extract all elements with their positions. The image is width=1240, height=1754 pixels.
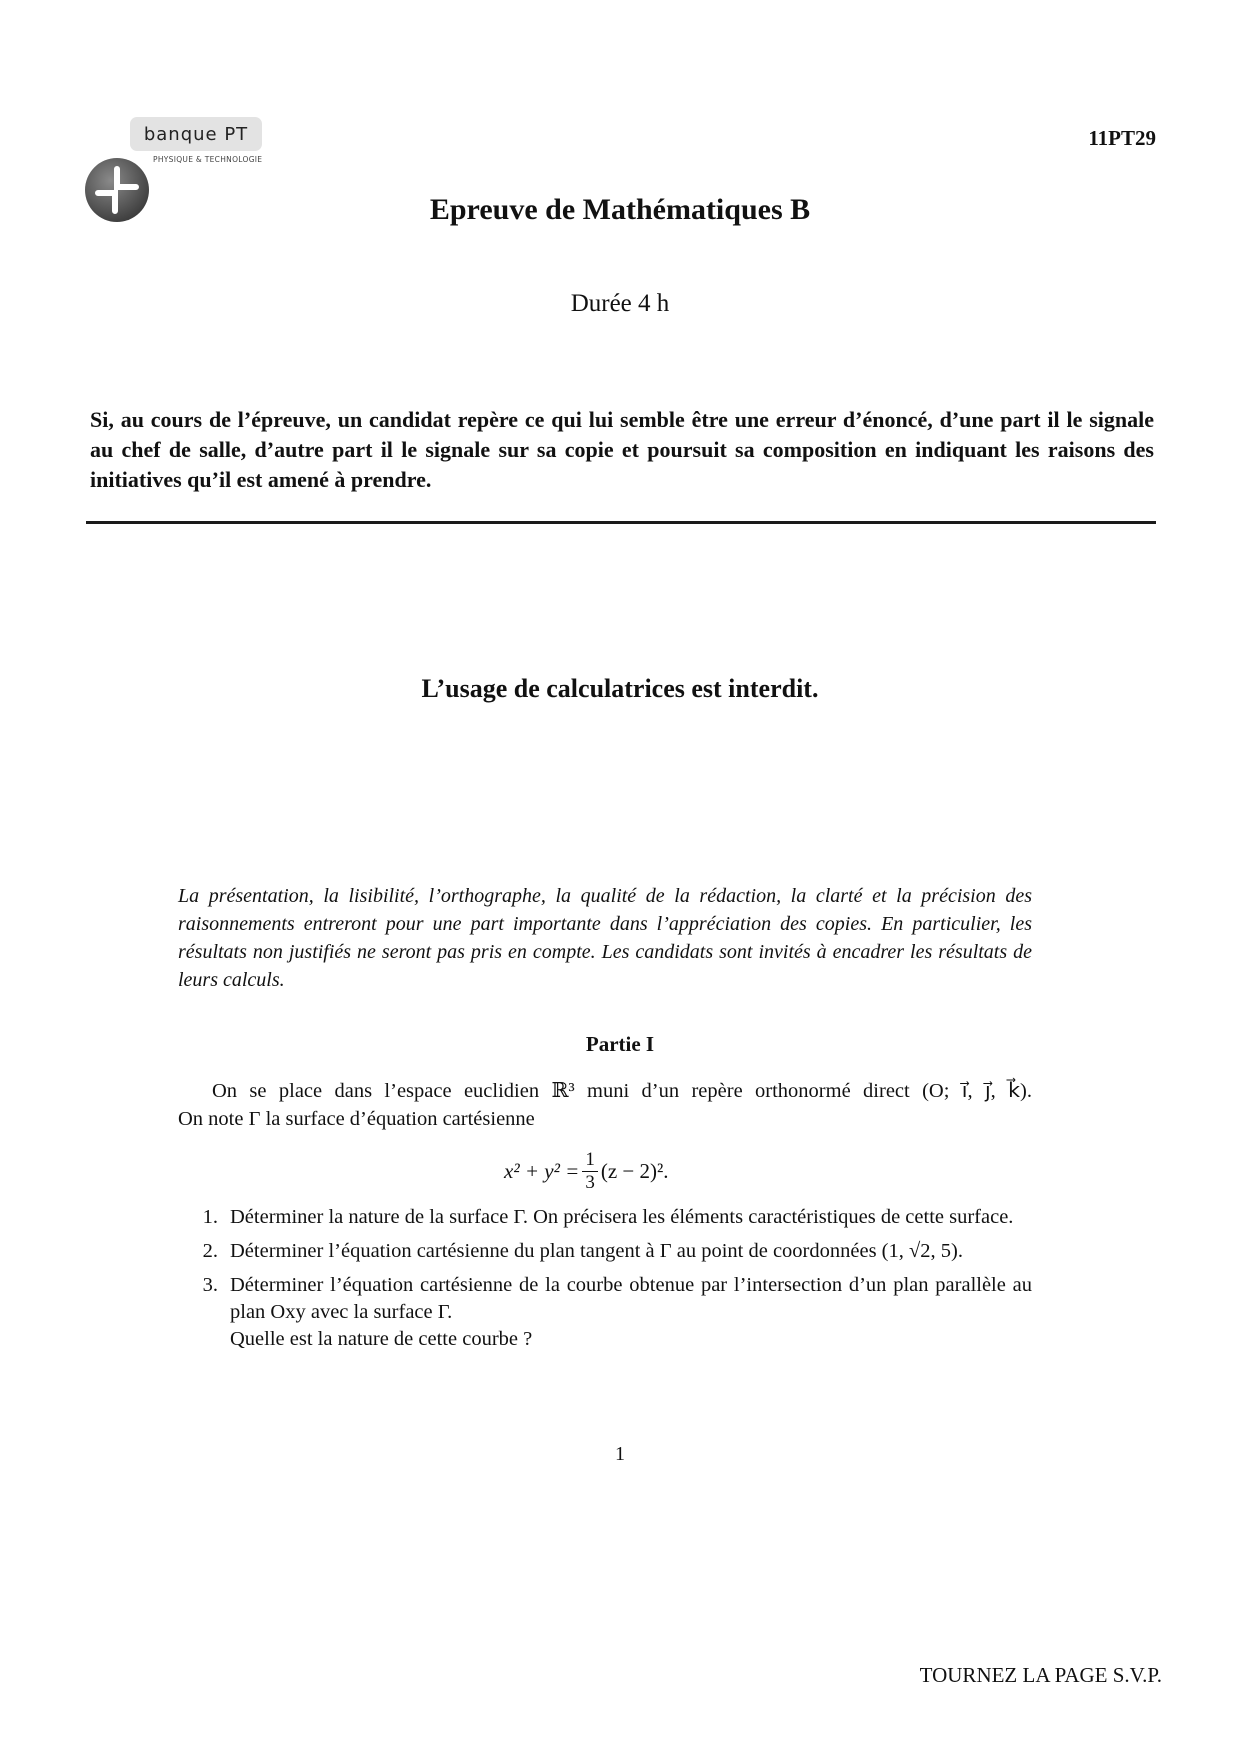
question-number: 3. <box>202 1274 218 1296</box>
equation-rhs: (z − 2)². <box>600 1159 669 1183</box>
problem-paragraph-1: On se place dans l’espace euclidien ℝ³ muni d’un repère orthonormé direct (O; ı⃗, ȷ⃗, k⃗). <box>212 1080 1032 1102</box>
error-notice: Si, au cours de l’épreuve, un candidat repère ce qui lui semble être une erreur d’énoncé, d’une part il le signale au chef de salle, d’autre part il le signale sur sa copie et poursuit sa composition en indiquant les raisons des initiatives qu’il est amené à prendre. <box>90 407 1154 492</box>
question-line: Quelle est la nature de cette courbe ? <box>230 1328 533 1350</box>
turn-page-footer: TOURNEZ LA PAGE S.V.P. <box>919 1663 1162 1687</box>
question-item <box>178 1204 1032 1231</box>
equation-lhs: x² + y² = <box>504 1159 580 1183</box>
question-item <box>178 1238 1032 1265</box>
exam-duration: Durée 4 h <box>570 290 670 317</box>
calculator-notice: L’usage de calculatrices est interdit. <box>421 674 819 703</box>
question-list <box>178 1204 1032 1360</box>
logo-subtitle: PHYSIQUE & TECHNOLOGIE <box>153 155 263 164</box>
question-text <box>230 1238 1032 1265</box>
question-number: 2. <box>202 1240 218 1262</box>
divider <box>86 521 1156 524</box>
question-line: Déterminer la nature de la surface Γ. On précisera les éléments caractéristiques de cette surface. <box>230 1206 1014 1228</box>
page-number: 1 <box>615 1443 625 1465</box>
problem-paragraph-2: On note Γ la surface d’équation cartésienne <box>178 1108 535 1130</box>
question-item <box>178 1272 1032 1353</box>
question-text <box>230 1272 1032 1353</box>
fraction-numerator: 1 <box>582 1149 598 1172</box>
page-title: Epreuve de Mathématiques B <box>429 193 811 226</box>
equation-fraction <box>582 1149 598 1194</box>
question-line: Déterminer l’équation cartésienne du plan tangent à Γ au point de coordonnées (1, √2, 5). <box>230 1240 963 1262</box>
question-number: 1. <box>202 1206 218 1228</box>
logo-wordmark: banque PT <box>130 117 262 151</box>
exam-code: 11PT29 <box>1088 126 1156 150</box>
surface-equation <box>504 1149 669 1194</box>
question-text <box>230 1204 1032 1231</box>
fraction-denominator: 3 <box>585 1172 595 1193</box>
question-line: Déterminer l’équation cartésienne de la courbe obtenue par l’intersection d’un plan parallèle au plan Oxy avec la surface Γ. <box>230 1274 1032 1323</box>
part-title: Partie I <box>585 1032 655 1056</box>
presentation-instructions: La présentation, la lisibilité, l’orthographe, la qualité de la rédaction, la clarté et la précision des raisonnements entreront pour une part importante dans l’appréciation des copies. En particulier, les résultats non justifiés ne seront pas pris en compte. Les candidats sont invités à encadrer les résultats de leurs calculs. <box>178 885 1032 991</box>
